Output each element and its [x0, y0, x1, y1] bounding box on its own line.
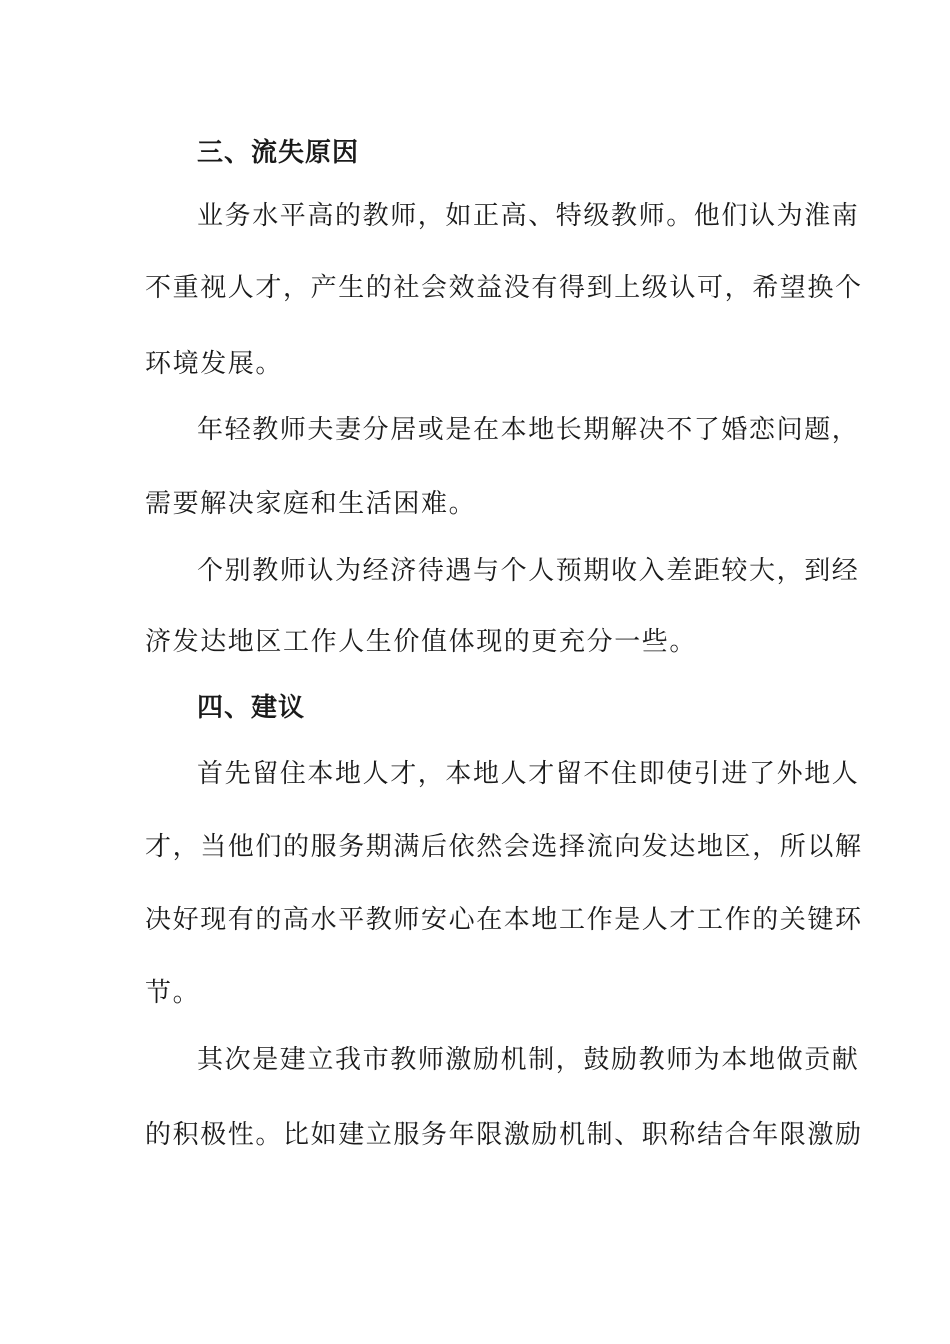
paragraph-line: 不重视人才，产生的社会效益没有得到上级认可，希望换个 [145, 273, 863, 303]
paragraph-line: 年轻教师夫妻分居或是在本地长期解决不了婚恋问题， [197, 415, 860, 445]
paragraph-line: 环境发展。 [145, 349, 284, 379]
paragraph-line: 个别教师认为经济待遇与个人预期收入差距较大，到经 [197, 556, 860, 586]
paragraph-line: 其次是建立我市教师激励机制，鼓励教师为本地做贡献 [197, 1045, 860, 1075]
section-heading-suggestions: 四、建议 [197, 693, 306, 723]
paragraph-line: 的积极性。比如建立服务年限激励机制、职称结合年限激励 [145, 1120, 863, 1150]
paragraph-line: 济发达地区工作人生价值体现的更充分一些。 [145, 627, 698, 657]
paragraph-line: 需要解决家庭和生活困难。 [145, 489, 477, 519]
paragraph-line: 才，当他们的服务期满后依然会选择流向发达地区，所以解 [145, 832, 863, 862]
paragraph-line: 决好现有的高水平教师安心在本地工作是人才工作的关键环 [145, 905, 863, 935]
section-heading-causes: 三、流失原因 [197, 138, 360, 168]
paragraph-line: 首先留住本地人才，本地人才留不住即使引进了外地人 [197, 759, 860, 789]
paragraph-line: 节。 [145, 978, 201, 1008]
paragraph-line: 业务水平高的教师，如正高、特级教师。他们认为淮南 [197, 201, 860, 231]
